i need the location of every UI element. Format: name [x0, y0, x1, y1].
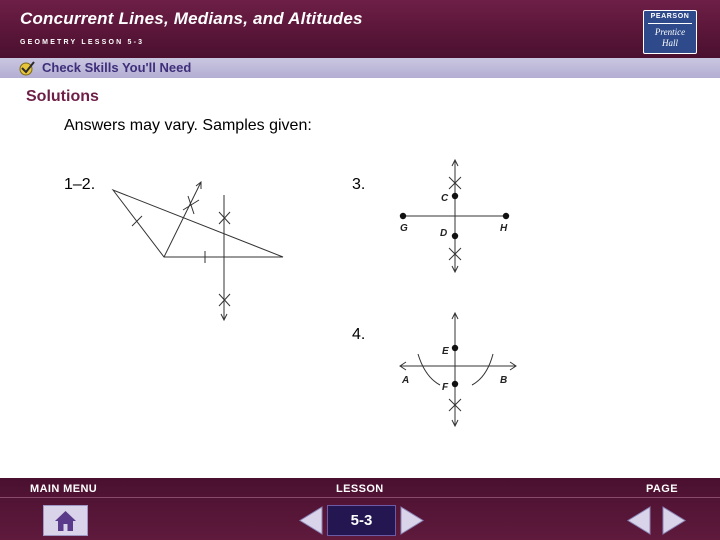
- solutions-heading: Solutions: [26, 88, 99, 105]
- page-next-button[interactable]: [661, 505, 687, 536]
- problem-4-label: 4.: [352, 326, 366, 343]
- footer-divider: [0, 497, 720, 498]
- logo-line2: Hall: [661, 38, 678, 48]
- point-f-label: F: [442, 382, 449, 393]
- lesson-next-button[interactable]: [399, 505, 425, 536]
- page-title: Concurrent Lines, Medians, and Altitudes: [20, 9, 363, 28]
- point-b-label: B: [500, 375, 508, 386]
- figure-triangle: [113, 182, 283, 320]
- lesson-label: LESSON: [336, 483, 384, 495]
- point-g-label: G: [400, 223, 408, 234]
- main-menu-label: MAIN MENU: [30, 483, 98, 495]
- footer-nav: [0, 478, 720, 540]
- figure-4: [400, 313, 516, 426]
- point-h-label: H: [500, 223, 508, 234]
- problem-1-2-label: 1–2.: [64, 176, 96, 193]
- point-d-label: D: [440, 228, 448, 239]
- page-previous-button[interactable]: [626, 505, 652, 536]
- point-e-label: E: [442, 346, 449, 357]
- lesson-previous-button[interactable]: [298, 505, 324, 536]
- logo-brand: PEARSON: [650, 13, 690, 20]
- check-skills-label: Check Skills You'll Need: [42, 60, 192, 75]
- intro-text: Answers may vary. Samples given:: [64, 117, 312, 134]
- figure-3: [403, 160, 506, 272]
- point-c-label: C: [441, 193, 449, 204]
- logo-line1: Prentice: [654, 27, 686, 37]
- main-menu-button[interactable]: [43, 505, 88, 536]
- problem-3-label: 3.: [352, 176, 366, 193]
- page-label: PAGE: [646, 483, 678, 495]
- lesson-subtitle: GEOMETRY LESSON 5-3: [20, 39, 145, 46]
- point-a-label: A: [402, 375, 410, 386]
- home-icon: [44, 506, 87, 535]
- lesson-number[interactable]: 5-3: [327, 505, 396, 536]
